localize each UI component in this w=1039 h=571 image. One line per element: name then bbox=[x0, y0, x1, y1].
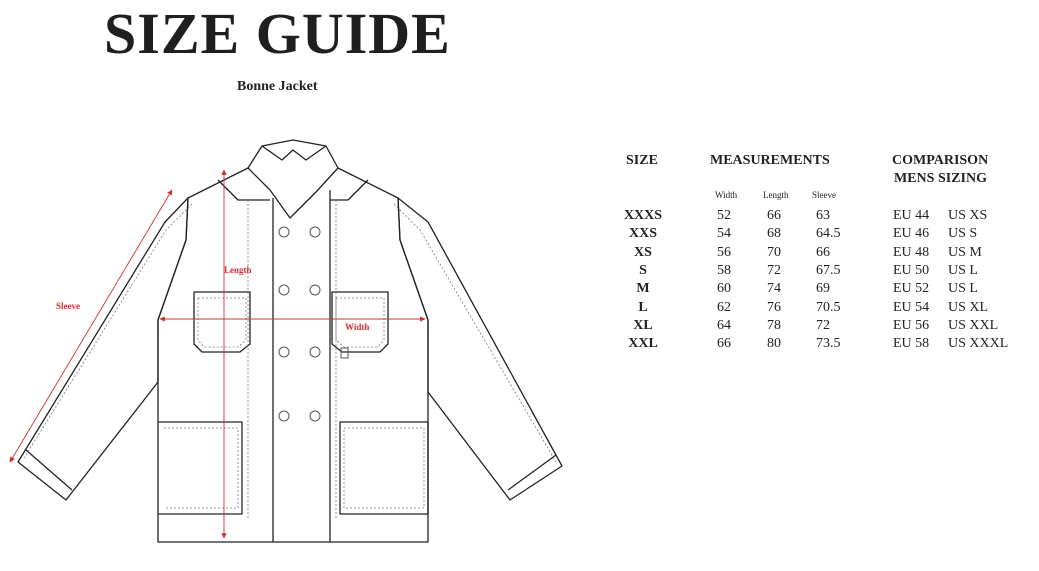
mens-sizing-header: MENS SIZING bbox=[894, 171, 987, 186]
length-label: Length bbox=[224, 265, 252, 275]
size-cell: L bbox=[638, 299, 648, 315]
width-cell: 56 bbox=[717, 244, 731, 260]
left-chest-pocket bbox=[194, 292, 250, 352]
jacket-body bbox=[158, 168, 428, 542]
length-cell: 76 bbox=[767, 299, 781, 315]
us-size-cell: US XXXL bbox=[948, 336, 1009, 352]
eu-size-cell: EU 44 bbox=[893, 208, 930, 223]
eu-size-cell: EU 50 bbox=[893, 262, 930, 278]
table-row bbox=[600, 318, 1030, 336]
length-cell: 68 bbox=[767, 226, 781, 242]
width-cell: 60 bbox=[717, 281, 731, 297]
collar bbox=[248, 140, 338, 218]
left-lower-pocket bbox=[158, 422, 242, 514]
sleeve-subheader: Sleeve bbox=[812, 190, 836, 200]
eu-size-cell: EU 56 bbox=[893, 317, 930, 333]
us-size-cell: US XS bbox=[948, 208, 988, 223]
table-row bbox=[600, 245, 1030, 263]
measurements-header: MEASUREMENTS bbox=[710, 153, 830, 168]
sleeve-cell: 67.5 bbox=[816, 262, 841, 278]
width-subheader: Width bbox=[715, 190, 738, 200]
comparison-header: COMPARISON bbox=[892, 153, 989, 168]
us-size-cell: US XL bbox=[948, 299, 989, 315]
right-sleeve bbox=[398, 198, 562, 500]
size-cell: XS bbox=[634, 244, 652, 260]
us-size-cell: US S bbox=[948, 226, 978, 242]
table-row bbox=[600, 226, 1030, 244]
width-cell: 52 bbox=[717, 208, 731, 223]
length-cell: 74 bbox=[767, 281, 781, 297]
size-header: SIZE bbox=[626, 153, 658, 168]
table-row bbox=[600, 281, 1030, 299]
width-cell: 64 bbox=[717, 317, 731, 333]
size-cell: XL bbox=[633, 317, 653, 333]
us-size-cell: US L bbox=[948, 281, 978, 297]
us-size-cell: US L bbox=[948, 262, 978, 278]
sleeve-cell: 72 bbox=[816, 317, 830, 333]
jacket-diagram bbox=[0, 130, 590, 555]
eu-size-cell: EU 52 bbox=[893, 281, 930, 297]
size-cell: XXXS bbox=[623, 208, 663, 223]
width-label: Width bbox=[345, 322, 370, 332]
width-cell: 54 bbox=[717, 226, 731, 242]
sleeve-cell: 73.5 bbox=[816, 336, 841, 352]
length-cell: 70 bbox=[767, 244, 781, 260]
right-lower-pocket bbox=[340, 422, 428, 514]
page-title: SIZE GUIDE bbox=[104, 1, 451, 66]
product-name: Bonne Jacket bbox=[237, 79, 318, 94]
length-subheader: Length bbox=[763, 190, 789, 200]
length-cell: 72 bbox=[767, 262, 781, 278]
sleeve-cell: 66 bbox=[816, 244, 830, 260]
width-cell: 58 bbox=[717, 262, 731, 278]
table-row bbox=[600, 208, 1030, 226]
left-sleeve bbox=[18, 198, 188, 500]
us-size-cell: US M bbox=[948, 244, 982, 260]
table-row bbox=[600, 300, 1030, 318]
size-cell: S bbox=[639, 262, 647, 278]
eu-size-cell: EU 46 bbox=[893, 226, 930, 242]
sleeve-cell: 69 bbox=[816, 281, 830, 297]
length-cell: 78 bbox=[767, 317, 781, 333]
eu-size-cell: EU 54 bbox=[893, 299, 930, 315]
sleeve-cell: 63 bbox=[816, 208, 830, 223]
size-cell: XXL bbox=[628, 336, 658, 352]
eu-size-cell: EU 48 bbox=[893, 244, 930, 260]
table-row bbox=[600, 336, 1030, 354]
length-cell: 66 bbox=[767, 208, 781, 223]
size-cell: XXS bbox=[628, 226, 657, 242]
size-cell: M bbox=[636, 281, 650, 297]
sleeve-cell: 64.5 bbox=[816, 226, 841, 242]
width-cell: 62 bbox=[717, 299, 731, 315]
width-cell: 66 bbox=[717, 336, 731, 352]
table-row bbox=[600, 263, 1030, 281]
sleeve-cell: 70.5 bbox=[816, 299, 841, 315]
us-size-cell: US XXL bbox=[948, 317, 999, 333]
sleeve-label: Sleeve bbox=[56, 301, 80, 311]
eu-size-cell: EU 58 bbox=[893, 336, 930, 352]
length-cell: 80 bbox=[767, 336, 781, 352]
